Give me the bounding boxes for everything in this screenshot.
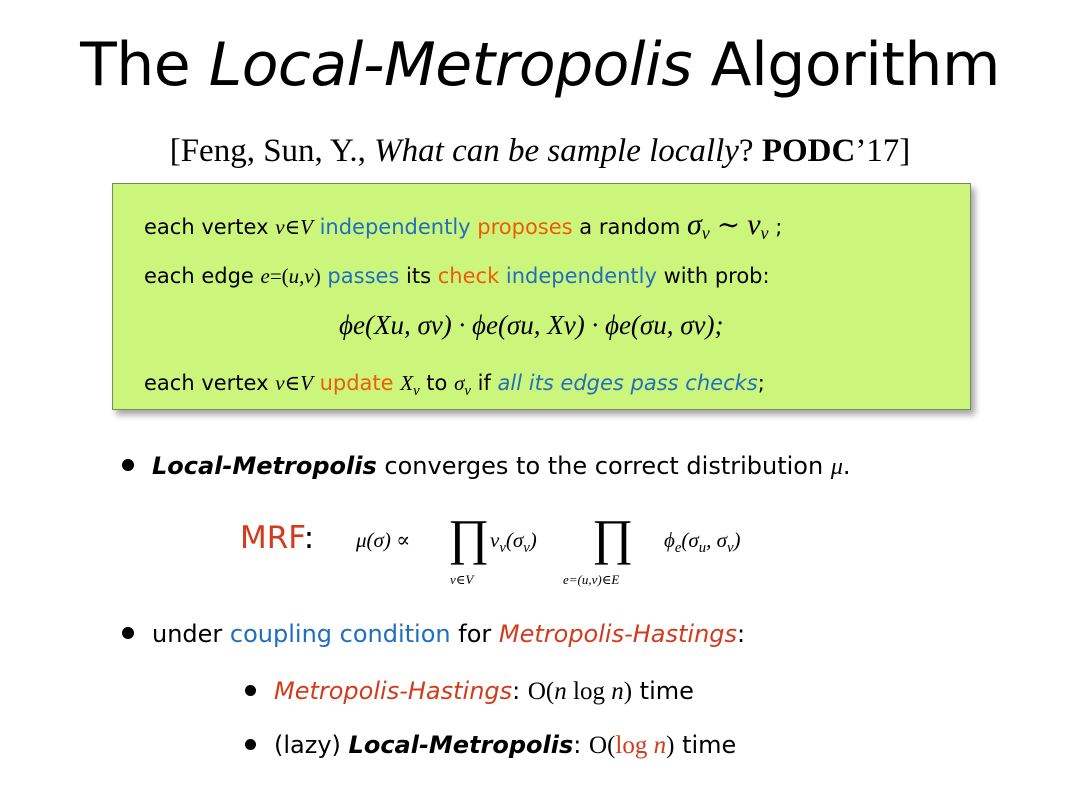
keyword-passes: passes — [320, 264, 400, 288]
keyword-metropolis-hastings: Metropolis-Hastings — [274, 677, 513, 705]
text: ; — [768, 215, 783, 239]
math-sub: v — [464, 383, 471, 400]
math-eq: =( — [269, 264, 289, 288]
text: a random — [572, 215, 687, 239]
mrf-colon: : — [303, 520, 315, 556]
math-v: v — [275, 215, 285, 239]
bullet-text: for — [450, 620, 499, 648]
math-paren: ) — [313, 264, 321, 288]
algorithm-formula: ϕe(Xu, σv) · ϕe(σu, Xv) · ϕe(σu, σv); — [339, 310, 724, 340]
citation-q: ? — [738, 133, 762, 169]
math-sub: v — [701, 223, 710, 244]
citation-close: ’17] — [855, 133, 911, 169]
math-mu: μ — [830, 454, 843, 480]
arg: (σ — [681, 528, 699, 552]
algorithm-line-4 — [144, 371, 765, 400]
text: to — [419, 371, 455, 395]
mrf-label-text: MRF — [240, 520, 304, 556]
arg: (σ — [505, 528, 524, 552]
keyword-check: check — [437, 264, 500, 288]
big-o: O( — [589, 732, 616, 759]
math-e: e — [260, 264, 270, 288]
bullet-convergence — [122, 452, 851, 481]
math-n: n — [554, 678, 567, 705]
product-symbol-2: ∏ — [592, 509, 634, 565]
mrf-formula — [240, 509, 800, 600]
keyword-independently: independently — [499, 264, 657, 288]
time-text: time — [674, 731, 737, 759]
product-symbol-1: ∏ — [448, 509, 490, 565]
phi: ϕ — [664, 528, 675, 552]
text: ; — [757, 371, 765, 395]
keyword-coupling-condition: coupling condition — [229, 620, 451, 648]
mrf-term2 — [664, 528, 741, 557]
sub: v — [499, 540, 506, 557]
bullet-end: . — [842, 452, 851, 480]
mrf-term1 — [490, 528, 537, 557]
paren: ) — [623, 678, 633, 705]
text: with prob: — [656, 264, 770, 288]
math-sigma: σ — [686, 208, 702, 241]
math-sigma: σ — [454, 371, 465, 395]
keyword-proposes: proposes — [470, 215, 573, 239]
mrf-lhs: μ(σ) ∝ — [356, 528, 411, 552]
math-nu: ν — [747, 208, 761, 241]
citation-venue: PODC — [761, 133, 856, 169]
math-sub: v — [760, 223, 769, 244]
product-index-1: v∈V — [450, 572, 474, 587]
sub: u — [698, 540, 707, 557]
sub: v — [523, 540, 530, 557]
text: each edge — [144, 264, 261, 288]
bullet-dot — [122, 627, 134, 639]
title-suffix: Algorithm — [691, 30, 1000, 100]
text: each vertex — [144, 215, 276, 239]
algorithm-line-2 — [144, 264, 770, 289]
math-n: n — [653, 732, 667, 759]
product-index-2: e=(u,v)∈E — [563, 572, 620, 587]
lazy-text: (lazy) — [274, 731, 349, 759]
mid: , σ — [706, 528, 727, 552]
keyword-update: update — [312, 371, 394, 395]
big-o: O( — [527, 678, 555, 705]
citation-open: [Feng, Sun, Y., — [169, 133, 375, 169]
text: its — [399, 264, 438, 288]
math-sub: v — [413, 383, 420, 400]
algorithm-line-1 — [144, 208, 782, 244]
title-prefix: The — [80, 30, 209, 100]
time-text: time — [632, 677, 694, 705]
bullet-dot — [122, 459, 134, 471]
citation-paper: What can be sample locally — [374, 133, 739, 169]
text: if — [470, 371, 498, 395]
colon: : — [573, 731, 590, 759]
colon: : — [512, 677, 528, 705]
math-log: log — [566, 678, 612, 705]
citation — [0, 133, 1080, 170]
math-log: log — [615, 732, 654, 759]
sub: e — [674, 540, 682, 557]
bullet-text: : — [737, 620, 746, 648]
keyword-local-metropolis: Local-Metropolis — [348, 731, 574, 759]
bullet-dot — [245, 739, 256, 750]
math-n: n — [611, 678, 624, 705]
math-in-v: ∈V — [284, 215, 313, 239]
sub-bullet-mh — [245, 677, 694, 706]
close: ) — [529, 528, 537, 552]
keyword-all-edges-pass: all its edges pass checks — [497, 371, 758, 395]
bullet-bold: Local-Metropolis — [152, 452, 377, 480]
math-X: X — [400, 371, 414, 395]
bullet-text: converges to the correct distribution — [376, 452, 831, 480]
sub: v — [726, 540, 734, 557]
paren: ) — [666, 732, 675, 759]
math-tilde: ∼ — [709, 210, 748, 241]
algorithm-box — [112, 183, 971, 410]
sub-bullet-local — [245, 731, 736, 760]
bullet-text: under — [152, 620, 230, 648]
math-v: v — [275, 371, 285, 395]
keyword-metropolis-hastings: Metropolis-Hastings — [498, 620, 738, 648]
text: each vertex — [144, 371, 276, 395]
math-uv: u,v — [288, 264, 314, 288]
math-in-v: ∈V — [284, 371, 313, 395]
nu: ν — [490, 528, 500, 552]
bullet-dot — [245, 685, 256, 696]
mrf-label — [240, 520, 314, 556]
slide-title — [0, 30, 1080, 100]
title-italic: Local-Metropolis — [208, 30, 692, 100]
bullet-coupling — [122, 620, 745, 648]
keyword-independently: independently — [312, 215, 471, 239]
close: ) — [733, 528, 741, 552]
